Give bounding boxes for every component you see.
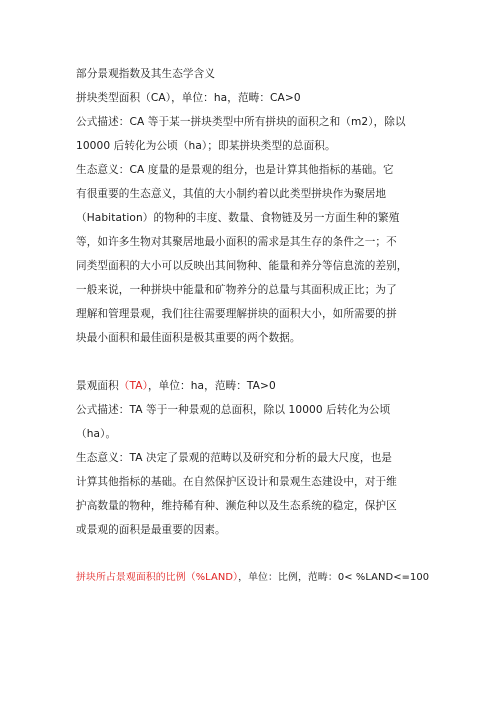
ta-definition-suffix: ，单位：ha，范畴：TA>0 [147, 380, 276, 392]
ta-definition-highlight: （TA） [118, 380, 148, 392]
pland-definition-suffix: ，单位：比例，范畴：0< %LAND<=100 [238, 572, 430, 583]
document-title: 部分景观指数及其生态学含义 [76, 68, 216, 80]
paragraph-gap [76, 350, 432, 374]
ca-ecology-line: 生态意义：CA 度量的是景观的组分，也是计算其他指标的基础。它 [76, 164, 394, 176]
ca-ecology-line: 有很重要的生态意义，其值的大小制约着以此类型拼块作为聚居地 [76, 188, 387, 200]
ta-formula-line: 公式描述：TA 等于一种景观的总面积，除以 10000 后转化为公顷 [76, 404, 391, 416]
ta-ecology-line: 计算其他指标的基础。在自然保护区设计和景观生态建设中，对于维 [76, 476, 397, 488]
ta-ecology-line: 生态意义：TA 决定了景观的范畴以及研究和分析的最大尺度，也是 [76, 452, 392, 464]
paragraph-gap [76, 542, 432, 566]
pland-definition-highlight: 拼块所占景观面积的比例（%LAND） [76, 572, 239, 583]
ta-ecology-line: 或景观的面积是最重要的因素。 [76, 524, 226, 536]
ca-ecology-line: 同类型面积的大小可以反映出其间物种、能量和养分等信息流的差别， [76, 260, 408, 272]
document-body [76, 62, 432, 590]
ca-ecology-line: 一般来说，一种拼块中能量和矿物养分的总量与其面积成正比；为了 [76, 284, 397, 296]
ca-formula-line: 10000 后转化为公顷（ha）；即某拼块类型的总面积。 [76, 140, 336, 152]
ta-definition [76, 374, 432, 398]
pland-definition [76, 566, 432, 590]
ta-ecology-line: 护高数量的物种，维持稀有种、濒危种以及生态系统的稳定，保护区 [76, 500, 397, 512]
ca-ecology-line: 理解和管理景观，我们往往需要理解拼块的面积大小，如所需要的拼 [76, 308, 397, 320]
ca-ecology-line: 等，如许多生物对其聚居地最小面积的需求是其生存的条件之一；不 [76, 236, 397, 248]
ca-definition: 拼块类型面积（CA），单位：ha，范畴：CA>0 [76, 92, 301, 104]
ca-ecology-line: 块最小面积和最佳面积是极其重要的两个数据。 [76, 332, 301, 344]
ta-definition-prefix: 景观面积 [76, 380, 119, 392]
ta-formula-line: （ha）。 [76, 428, 117, 440]
ca-ecology-line: （Habitation）的物种的丰度、数量、食物链及另一方面生种的繁殖 [76, 212, 400, 224]
ca-formula-line: 公式描述：CA 等于某一拼块类型中所有拼块的面积之和（m2），除以 [76, 116, 406, 128]
